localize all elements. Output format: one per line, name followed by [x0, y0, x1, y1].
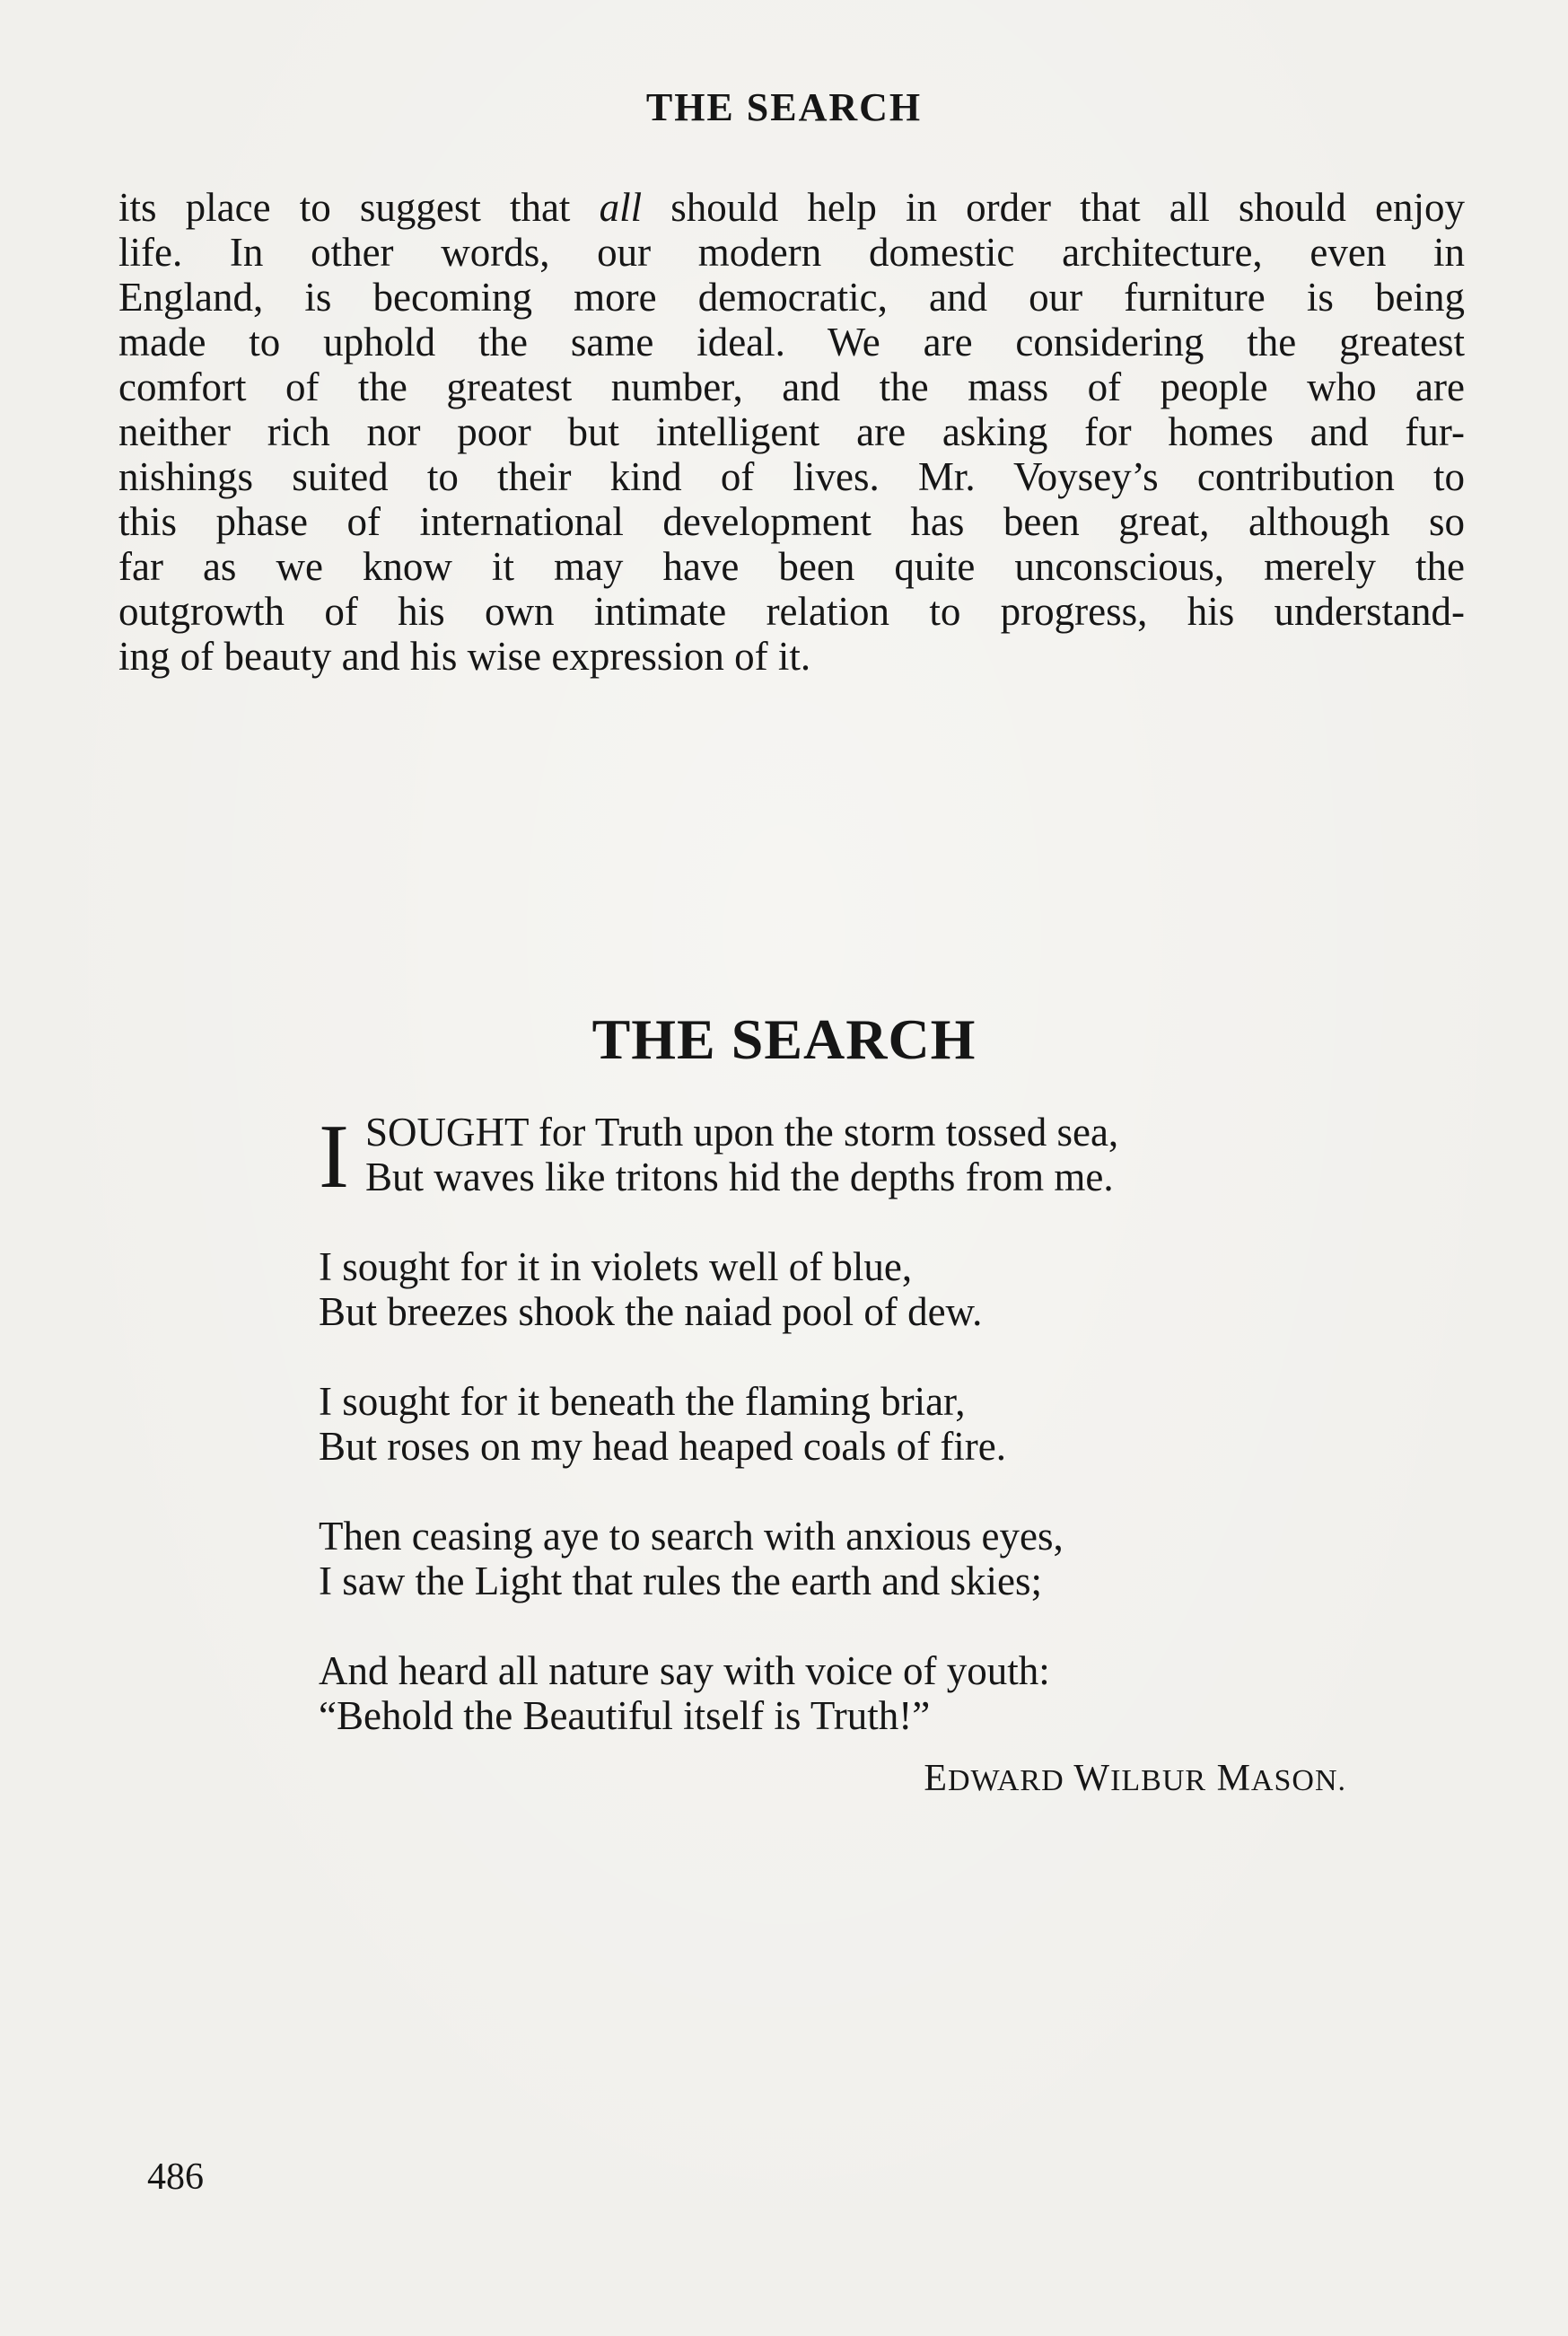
- poem-author: EDWARD WILBUR MASON.: [924, 1758, 1346, 1799]
- page-number: 486: [147, 2156, 204, 2198]
- verse-line: I sought for it in violets well of blue,: [319, 1244, 913, 1289]
- prose-line: life. In other words, our modern domestic architecture, even in: [118, 230, 1465, 275]
- running-head: THE SEARCH: [645, 85, 923, 129]
- verse-line: And heard all nature say with voice of youth:: [319, 1648, 1050, 1693]
- prose-line: nishings suited to their kind of lives. Mr. Voysey’s contribution to: [118, 454, 1465, 499]
- prose-line: England, is becoming more democratic, and our furniture is being: [118, 275, 1465, 320]
- poem: [319, 1106, 1396, 1783]
- prose-paragraph: [118, 185, 1465, 679]
- prose-line: neither rich nor poor but intelligent are asking for homes and fur-: [118, 409, 1465, 454]
- verse-line: “Behold the Beautiful itself is Truth!”: [319, 1693, 931, 1738]
- verse-line: I sought for it beneath the flaming briar,: [319, 1379, 966, 1424]
- prose-line: far as we know it may have been quite unconscious, merely the: [118, 544, 1465, 589]
- prose-line: ing of beauty and his wise expression of it.: [118, 634, 811, 679]
- prose-line: this phase of international development has been great, although so: [118, 499, 1465, 544]
- stanza: [319, 1514, 1396, 1603]
- verse-line: I saw the Light that rules the earth and skies;: [319, 1559, 1043, 1603]
- italic-emphasis: all: [599, 185, 643, 230]
- verse-line: Then ceasing aye to search with anxious eyes,: [319, 1514, 1064, 1559]
- stanza: [319, 1244, 1396, 1334]
- drop-cap: I: [319, 1106, 349, 1208]
- prose-line: outgrowth of his own intimate relation to progress, his understand-: [118, 589, 1465, 634]
- verse-line: SOUGHT for Truth upon the storm tossed sea,: [365, 1110, 1119, 1155]
- stanza: [319, 1648, 1396, 1738]
- verse-line: But waves like tritons hid the depths from me.: [365, 1155, 1114, 1199]
- prose-line: made to uphold the same ideal. We are considering the greatest: [118, 320, 1465, 364]
- poem-title: THE SEARCH: [591, 1007, 977, 1071]
- verse-line: But roses on my head heaped coals of fire.: [319, 1424, 1007, 1469]
- stanza: [319, 1106, 1396, 1208]
- verse-line: But breezes shook the naiad pool of dew.: [319, 1289, 983, 1334]
- stanza: [319, 1379, 1396, 1469]
- prose-line: its place to suggest that all should help in order that all should enjoy: [118, 185, 1465, 230]
- prose-line: comfort of the greatest number, and the mass of people who are: [118, 364, 1465, 409]
